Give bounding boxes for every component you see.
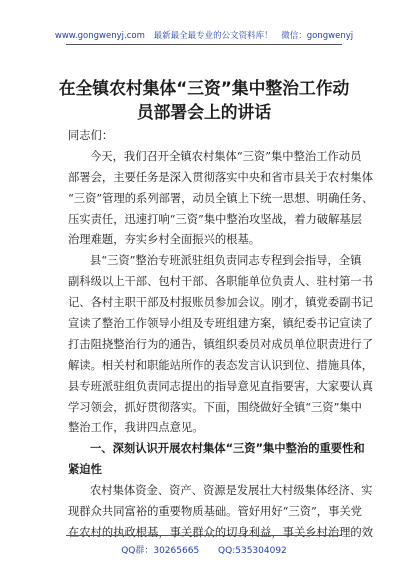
paragraph-line: “三资”管理的系列部署，动员全镇上下统一思想、明确任务、	[68, 191, 374, 205]
paragraph-line: 学习领会，抓好贯彻落实。下面，围绕做好全镇“三资”集中	[68, 400, 362, 414]
paragraph-line: 解读。相关村和职能站所作的表态发言认识到位、措施具体，	[68, 358, 374, 372]
paragraph-line: 在农村的执政根基，事关群众的切身利益，事关乡村治理的效	[68, 525, 374, 539]
paragraph-line: 县“三资”整治专班派驻组负责同志专程到会指导，全镇	[90, 254, 362, 268]
section-heading: 一、深刻认识开展农村集体“三资”集中整治的重要性和	[90, 442, 365, 456]
paragraph-line: 县专班派驻组负责同志提出的指导意见直指要害，大家要认真	[68, 379, 374, 393]
section-heading: 紧迫性	[68, 463, 102, 477]
paragraph-line: 整治工作，我讲四点意见。	[68, 421, 204, 435]
qq-contact: QQ:535304092	[218, 546, 287, 556]
paragraph-line: 压实责任，迅速打响“三资”集中整治攻坚战，着力破解基层	[68, 212, 362, 226]
title-line-2: 员部署会上的讲话	[136, 102, 272, 122]
title-line-1: 在全镇农村集体“三资”集中整治工作动	[58, 78, 350, 98]
site-url[interactable]: www.gongwenyj.com	[54, 31, 145, 41]
paragraph-line: 打击阻挠整治行为的通告，镇组织委员对成员单位职责进行了	[68, 337, 374, 351]
document-body	[68, 126, 374, 544]
paragraph-line: 副科级以上干部、包村干部、各职能单位负责人、驻村第一书	[68, 275, 374, 289]
paragraph-line: 记、各村主职干部及村报账员参加会议。刚才，镇党委副书记	[68, 296, 374, 310]
paragraph-line: 今天，我们召开全镇农村集体“三资”集中整治工作动员	[90, 149, 362, 163]
site-header	[0, 29, 408, 41]
wechat-id: 微信：gongwenyj	[281, 31, 354, 41]
site-footer	[0, 543, 408, 556]
paragraph-line: 现群众共同富裕的重要物质基础。管好用好“三资”，事关党	[68, 505, 362, 519]
site-slogan: 最新最全最专业的公文资料库！	[153, 31, 273, 41]
paragraph-line: 部署会，主要任务是深入贯彻落实中央和省市县关于农村集体	[68, 170, 374, 184]
document-title	[40, 76, 368, 124]
qq-group: QQ群：30265665	[121, 546, 200, 556]
salutation: 同志们：	[68, 129, 114, 142]
paragraph-line: 农村集体资金、资产、资源是发展壮大村级集体经济、实	[90, 484, 373, 498]
paragraph-line: 治理难题，夯实乡村全面振兴的根基。	[68, 233, 261, 247]
paragraph-line: 宣读了整治工作领导小组及专班组建方案，镇纪委书记宣读了	[68, 317, 374, 331]
footer-divider	[66, 535, 342, 536]
header-divider	[66, 44, 342, 45]
